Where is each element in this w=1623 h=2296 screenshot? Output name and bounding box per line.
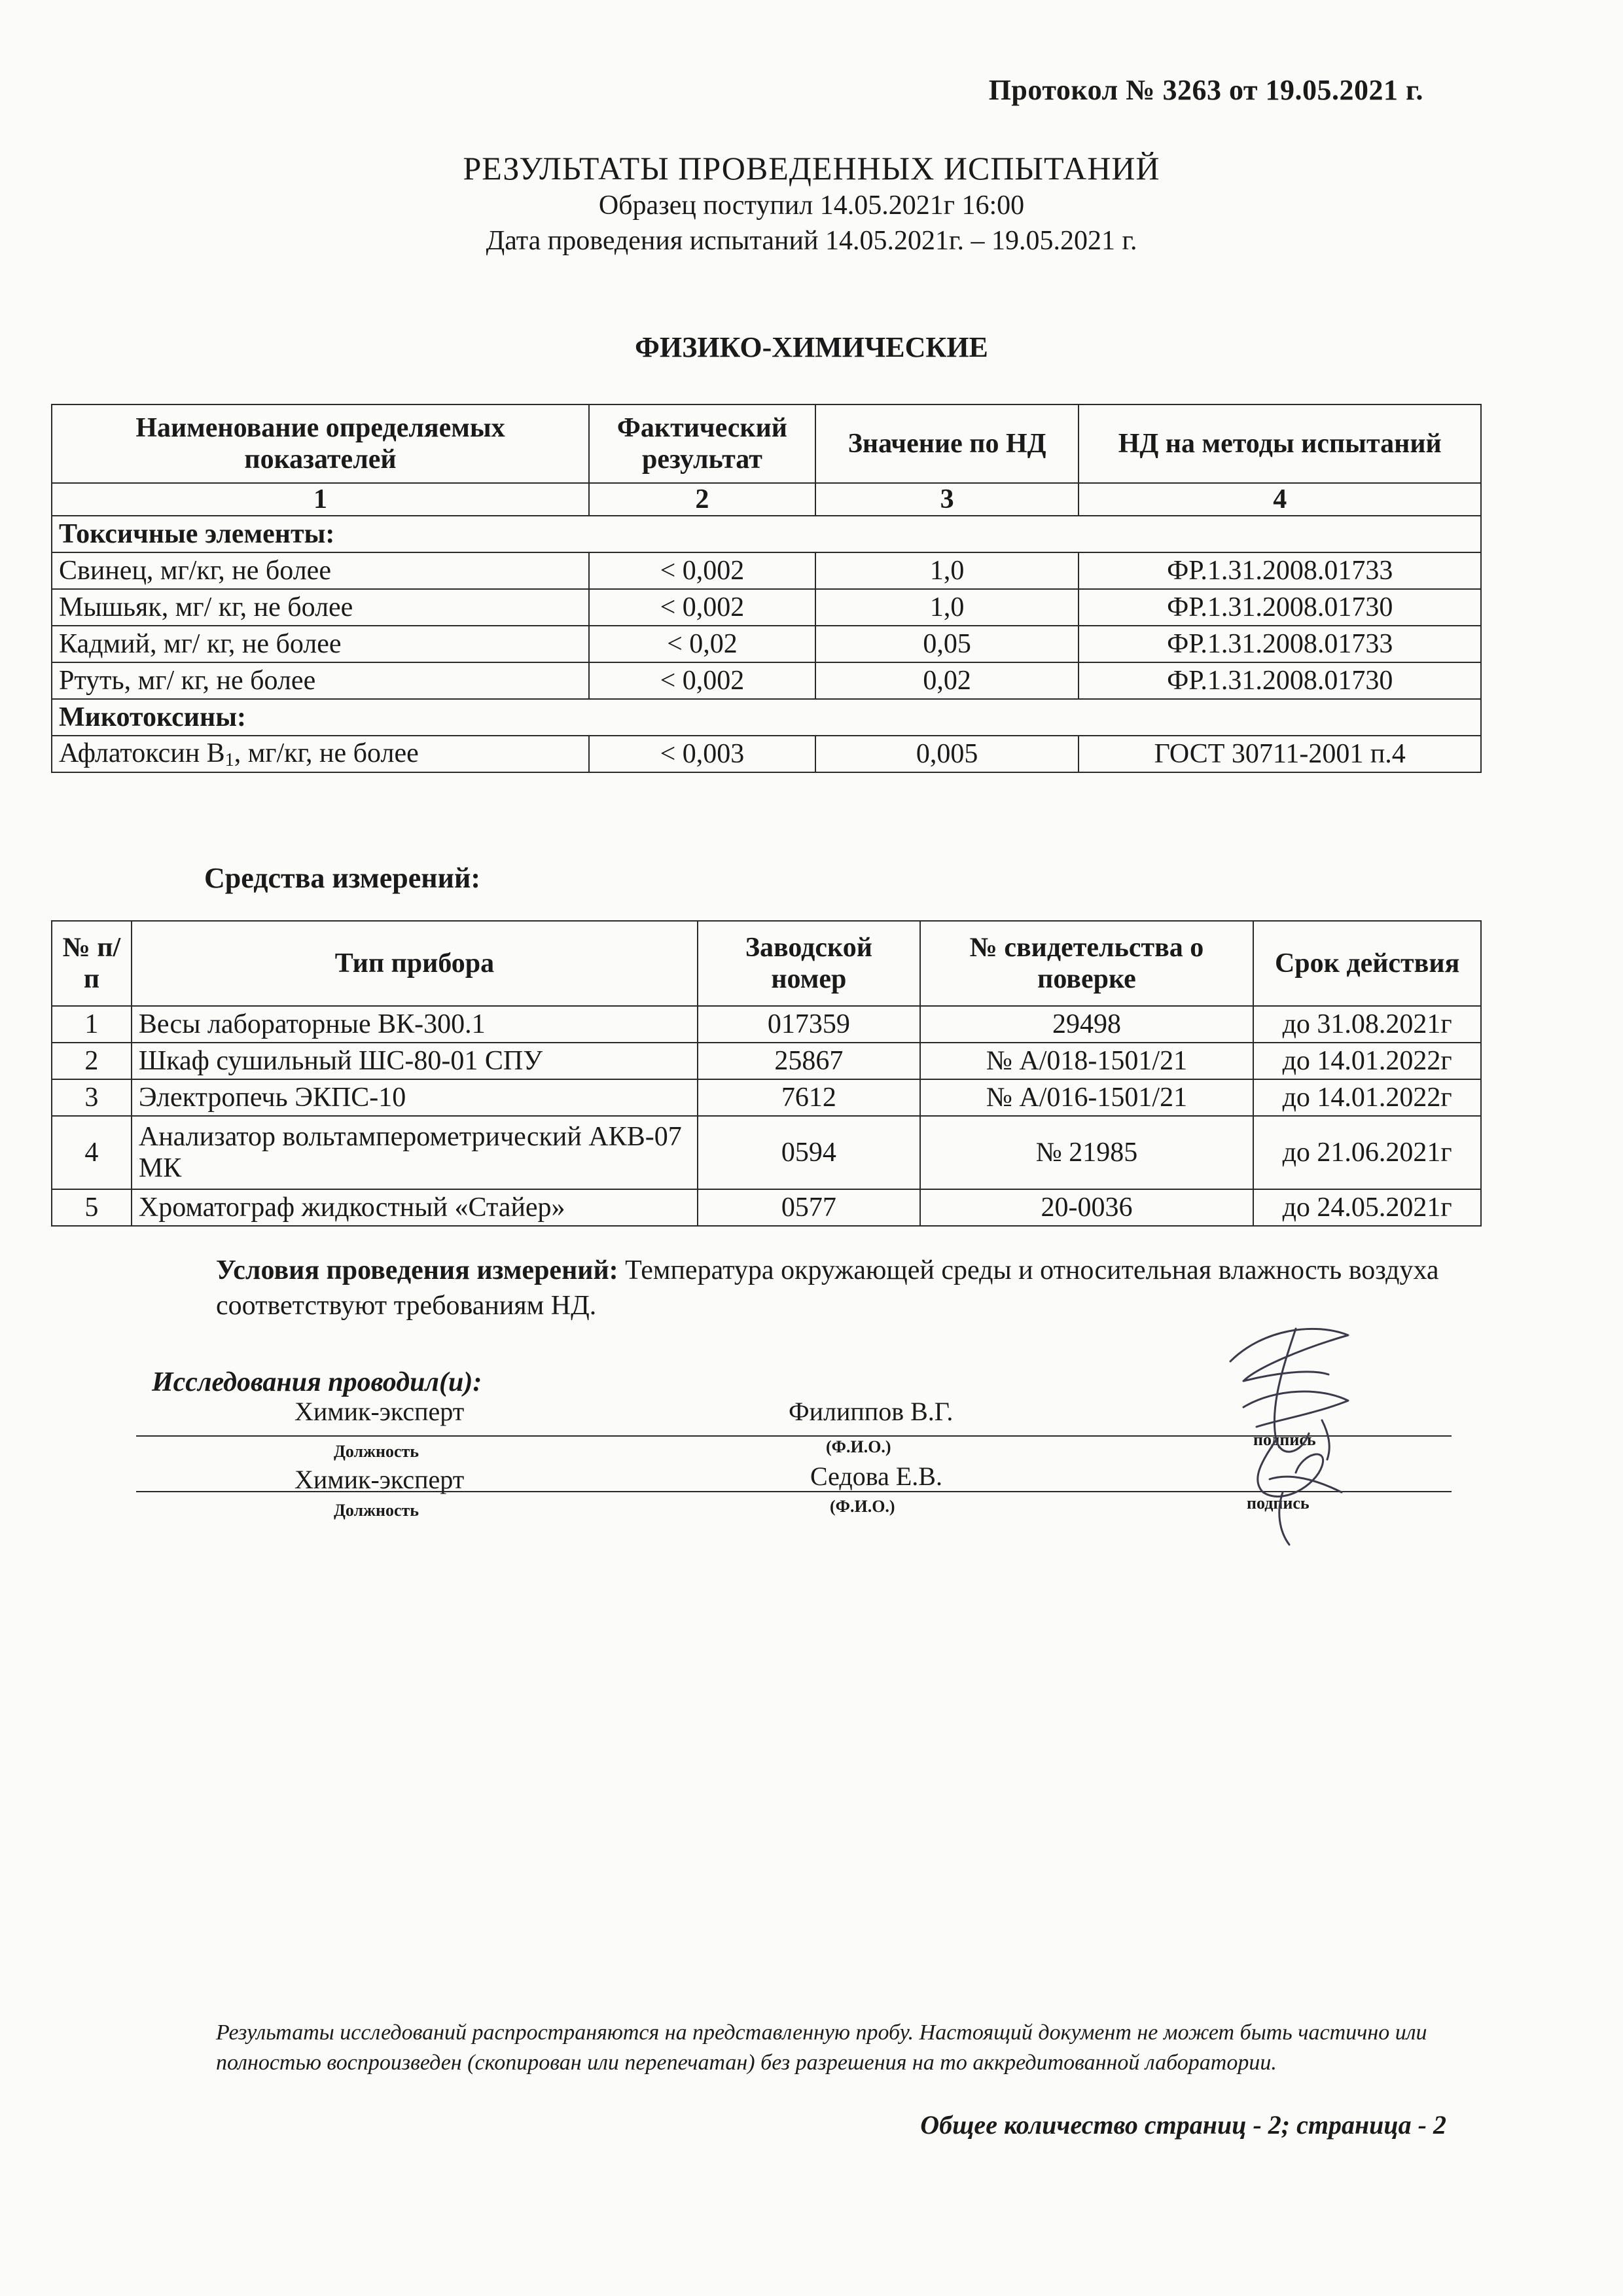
researcher-name: Филиппов В.Г.	[789, 1397, 954, 1426]
norm-value: 1,0	[815, 552, 1079, 589]
column-number: 1	[52, 483, 589, 516]
header-norm-value: Значение по НД	[815, 404, 1079, 483]
measuring-instruments-label: Средства измерений:	[204, 862, 480, 894]
group-row-toxic	[52, 516, 1481, 552]
caption-position: Должность	[334, 1442, 419, 1461]
validity-date: до 24.05.2021г	[1253, 1189, 1481, 1226]
norm-value: 0,005	[815, 736, 1079, 772]
table-row	[52, 1116, 1481, 1189]
norm-value: 0,05	[815, 626, 1079, 662]
caption-signature: подпись	[1247, 1494, 1310, 1513]
column-number-row	[52, 483, 1481, 516]
test-method: ФР.1.31.2008.01730	[1079, 662, 1481, 699]
group-label: Микотоксины:	[52, 699, 1481, 736]
row-number: 4	[52, 1116, 132, 1189]
validity-date: до 21.06.2021г	[1253, 1116, 1481, 1189]
certificate-number: 29498	[920, 1006, 1254, 1043]
column-number: 2	[589, 483, 815, 516]
header-certificate: № свидетельства о поверке	[920, 921, 1254, 1006]
header-serial-number: Заводской номер	[698, 921, 920, 1006]
device-type: Весы лабораторные ВК-300.1	[132, 1006, 698, 1043]
certificate-number: № 21985	[920, 1116, 1254, 1189]
results-header-row	[52, 404, 1481, 483]
caption-name: (Ф.И.О.)	[826, 1437, 891, 1456]
row-number: 1	[52, 1006, 132, 1043]
header-indicator: Наименование определяемых показателей	[52, 404, 589, 483]
indicator-name: Свинец, мг/кг, не более	[52, 552, 589, 589]
validity-date: до 14.01.2022г	[1253, 1079, 1481, 1116]
validity-date: до 14.01.2022г	[1253, 1043, 1481, 1079]
serial-number: 25867	[698, 1043, 920, 1079]
test-method: ГОСТ 30711-2001 п.4	[1079, 736, 1481, 772]
indicator-name: Кадмий, мг/ кг, не более	[52, 626, 589, 662]
validity-date: до 31.08.2021г	[1253, 1006, 1481, 1043]
researcher-position: Химик-эксперт	[294, 1465, 465, 1494]
test-dates: Дата проведения испытаний 14.05.2021г. – 19.05.2021 г.	[486, 226, 1137, 256]
researcher-name: Седова Е.В.	[810, 1462, 942, 1491]
serial-number: 0594	[698, 1116, 920, 1189]
caption-name: (Ф.И.О.)	[830, 1497, 895, 1516]
column-number: 4	[1079, 483, 1481, 516]
certificate-number: № А/016-1501/21	[920, 1079, 1254, 1116]
indicator-name	[52, 736, 589, 772]
device-type: Анализатор вольтамперометрический АКВ-07 МК	[132, 1116, 698, 1189]
table-row	[52, 1189, 1481, 1226]
indicator-name: Ртуть, мг/ кг, не более	[52, 662, 589, 699]
results-table	[51, 404, 1482, 773]
instruments-header-row	[52, 921, 1481, 1006]
protocol-number: Протокол № 3263 от 19.05.2021 г.	[988, 74, 1423, 106]
actual-result: < 0,002	[589, 662, 815, 699]
table-row	[52, 1043, 1481, 1079]
table-row	[52, 736, 1481, 772]
group-row-mycotoxins	[52, 699, 1481, 736]
header-validity: Срок действия	[1253, 921, 1481, 1006]
page-count: Общее количество страниц - 2; страница - 2	[920, 2110, 1446, 2140]
row-number: 5	[52, 1189, 132, 1226]
caption-signature: подпись	[1253, 1430, 1316, 1449]
conditions-label: Условия проведения измерений:	[216, 1255, 618, 1285]
indicator-name-tail: , мг/кг, не более	[234, 738, 419, 768]
device-type: Электропечь ЭКПС-10	[132, 1079, 698, 1116]
norm-value: 0,02	[815, 662, 1079, 699]
row-number: 2	[52, 1043, 132, 1079]
handwritten-signature	[1204, 1309, 1387, 1558]
header-device-type: Тип прибора	[132, 921, 698, 1006]
actual-result: < 0,003	[589, 736, 815, 772]
table-row	[52, 626, 1481, 662]
instruments-table	[51, 920, 1482, 1227]
conditions-text: Температура окружающей среды и относительная влажность воздуха соответствуют требованиям НД.	[216, 1255, 1439, 1321]
certificate-number: № А/018-1501/21	[920, 1043, 1254, 1079]
document-title: РЕЗУЛЬТАТЫ ПРОВЕДЕННЫХ ИСПЫТАНИЙ	[463, 150, 1160, 187]
table-row	[52, 1079, 1481, 1116]
group-label: Токсичные элементы:	[52, 516, 1481, 552]
table-row	[52, 662, 1481, 699]
researchers-label: Исследования проводил(и):	[152, 1367, 482, 1397]
actual-result: < 0,002	[589, 552, 815, 589]
header-actual-result: Фактический результат	[589, 404, 815, 483]
indicator-name: Мышьяк, мг/ кг, не более	[52, 589, 589, 626]
table-row	[52, 1006, 1481, 1043]
sample-received: Образец поступил 14.05.2021г 16:00	[598, 190, 1025, 221]
indicator-name-main: Афлатоксин В	[59, 738, 225, 768]
table-row	[52, 589, 1481, 626]
serial-number: 7612	[698, 1079, 920, 1116]
table-row	[52, 552, 1481, 589]
header-test-method: НД на методы испытаний	[1079, 404, 1481, 483]
serial-number: 0577	[698, 1189, 920, 1226]
actual-result: < 0,002	[589, 589, 815, 626]
norm-value: 1,0	[815, 589, 1079, 626]
test-method: ФР.1.31.2008.01733	[1079, 552, 1481, 589]
device-type: Шкаф сушильный ШС-80-01 СПУ	[132, 1043, 698, 1079]
column-number: 3	[815, 483, 1079, 516]
caption-position: Должность	[334, 1501, 419, 1520]
researcher-position: Химик-эксперт	[294, 1397, 465, 1426]
actual-result: < 0,02	[589, 626, 815, 662]
test-method: ФР.1.31.2008.01733	[1079, 626, 1481, 662]
disclaimer-note: Результаты исследований распространяются на представленную пробу. Настоящий документ не может быть частично или полностью воспроизведен (скопирован или перепечатан) без разрешения на то аккредитованной лаборатории.	[216, 2020, 1427, 2075]
device-type: Хроматограф жидкостный «Стайер»	[132, 1189, 698, 1226]
section-title: ФИЗИКО-ХИМИЧЕСКИЕ	[635, 331, 988, 363]
header-number: № п/п	[52, 921, 132, 1006]
row-number: 3	[52, 1079, 132, 1116]
indicator-name-subscript: 1	[224, 749, 234, 770]
certificate-number: 20-0036	[920, 1189, 1254, 1226]
serial-number: 017359	[698, 1006, 920, 1043]
test-method: ФР.1.31.2008.01730	[1079, 589, 1481, 626]
